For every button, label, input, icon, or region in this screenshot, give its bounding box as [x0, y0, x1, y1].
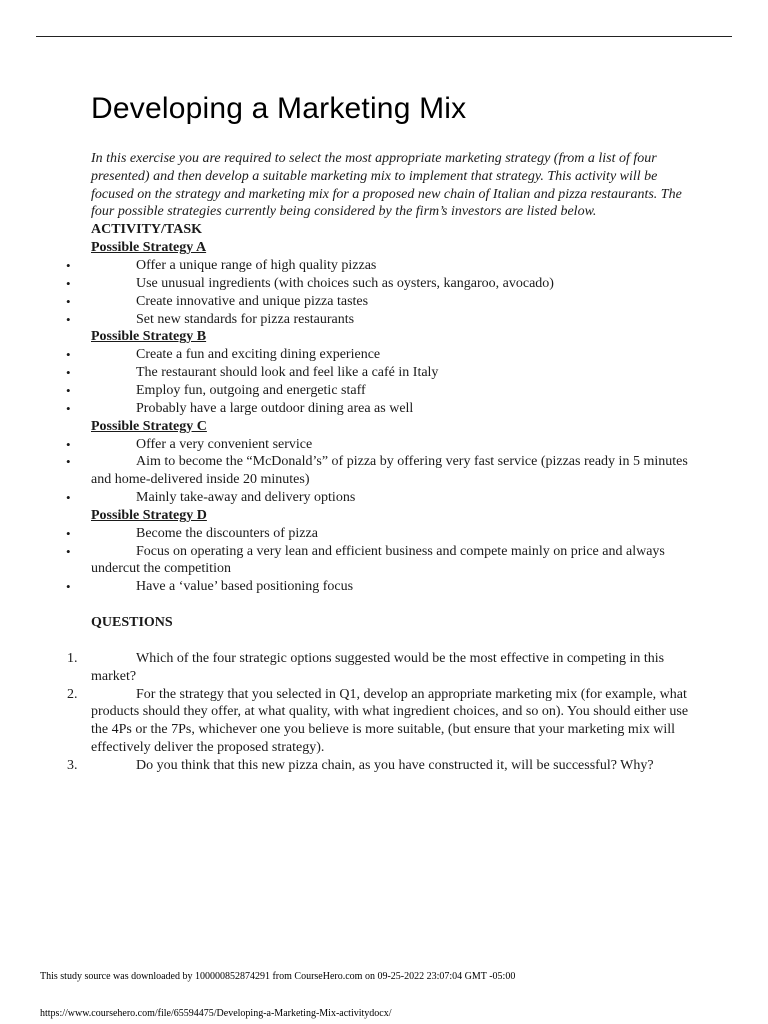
page-title: Developing a Marketing Mix	[91, 92, 467, 125]
activity-heading: ACTIVITY/TASK	[91, 222, 202, 238]
strategy-b	[66, 328, 691, 417]
question-number: 3.	[67, 757, 78, 773]
questions-section	[67, 614, 691, 775]
bullet-icon: •	[66, 489, 71, 505]
strategy-a	[66, 239, 691, 328]
bullet-icon: •	[66, 311, 71, 327]
list-item: • Mainly take-away and delivery options	[66, 489, 356, 505]
bullet-icon: •	[66, 293, 71, 309]
bullet-icon: •	[66, 579, 71, 595]
list-item: • Create innovative and unique pizza tastes	[66, 293, 369, 309]
bullet-icon: •	[66, 347, 71, 363]
bullet-icon: •	[66, 275, 71, 291]
strategy-heading: Possible Strategy A	[91, 240, 207, 256]
strategy-list	[66, 525, 691, 596]
strategy-heading: Possible Strategy B	[91, 329, 207, 345]
footer-source-note: This study source was downloaded by 100000852874291 from CourseHero.com on 09-25-2022 23:07:04 GMT -05:00	[40, 971, 516, 982]
strategy-d	[66, 507, 691, 596]
list-item: • Focus on operating a very lean and efficient business and compete mainly on price and always undercut the competition	[66, 543, 665, 577]
bullet-icon: •	[66, 365, 71, 381]
document-body	[66, 92, 691, 775]
bullet-icon: •	[66, 400, 71, 416]
question-item: 2. For the strategy that you selected in Q1, develop an appropriate marketing mix (for example, what products should they offer, at what quality, with what ingredient choices, and so on). You should either use the 4Ps or the 7Ps, whichever one you believe is more suitable, (but ensure that your marketing mix will effectively deliver the proposed strategy).	[67, 686, 689, 755]
bullet-icon: •	[66, 454, 71, 470]
top-rule	[36, 36, 732, 37]
strategy-c	[66, 418, 691, 507]
strategy-list	[66, 346, 691, 417]
question-item: 3. Do you think that this new pizza chain, as you have constructed it, will be successful? Why?	[67, 757, 654, 773]
list-item: • Offer a unique range of high quality pizzas	[66, 258, 377, 274]
list-item: • Use unusual ingredients (with choices such as oysters, kangaroo, avocado)	[66, 275, 554, 291]
list-item: • Become the discounters of pizza	[66, 525, 318, 541]
bullet-icon: •	[66, 543, 71, 559]
footer-url[interactable]: https://www.coursehero.com/file/65594475/Developing-a-Marketing-Mix-activitydocx/	[40, 1008, 392, 1019]
strategy-list	[66, 257, 691, 328]
bullet-icon: •	[66, 525, 71, 541]
strategy-heading: Possible Strategy C	[91, 418, 207, 434]
question-item: 1. Which of the four strategic options suggested would be the most effective in competing in this market?	[67, 650, 665, 684]
question-number: 2.	[67, 686, 78, 702]
list-item: • The restaurant should look and feel like a café in Italy	[66, 365, 439, 381]
questions-heading: QUESTIONS	[91, 614, 173, 630]
question-number: 1.	[67, 650, 78, 666]
questions-list	[67, 650, 691, 775]
bullet-icon: •	[66, 436, 71, 452]
list-item: • Set new standards for pizza restaurants	[66, 311, 355, 327]
list-item: • Create a fun and exciting dining experience	[66, 347, 381, 363]
strategy-heading: Possible Strategy D	[91, 507, 207, 523]
bullet-icon: •	[66, 258, 71, 274]
list-item: • Aim to become the “McDonald’s” of pizza by offering very fast service (pizzas ready in 5 minutes and home-delivered inside 20 minutes)	[66, 454, 688, 488]
intro-paragraph: In this exercise you are required to select the most appropriate marketing strategy (from a list of four presented) and then develop a suitable marketing mix to implement that strategy. This activity will be focused on the strategy and marketing mix for a proposed new chain of Italian and pizza restaurants. The four possible strategies currently being considered by the firm’s investors are listed below.	[91, 151, 682, 220]
list-item: • Have a ‘value’ based positioning focus	[66, 579, 354, 595]
list-item: • Probably have a large outdoor dining area as well	[66, 400, 414, 416]
list-item: • Employ fun, outgoing and energetic staff	[66, 382, 366, 398]
bullet-icon: •	[66, 382, 71, 398]
list-item: • Offer a very convenient service	[66, 436, 313, 452]
strategy-list	[66, 436, 691, 507]
